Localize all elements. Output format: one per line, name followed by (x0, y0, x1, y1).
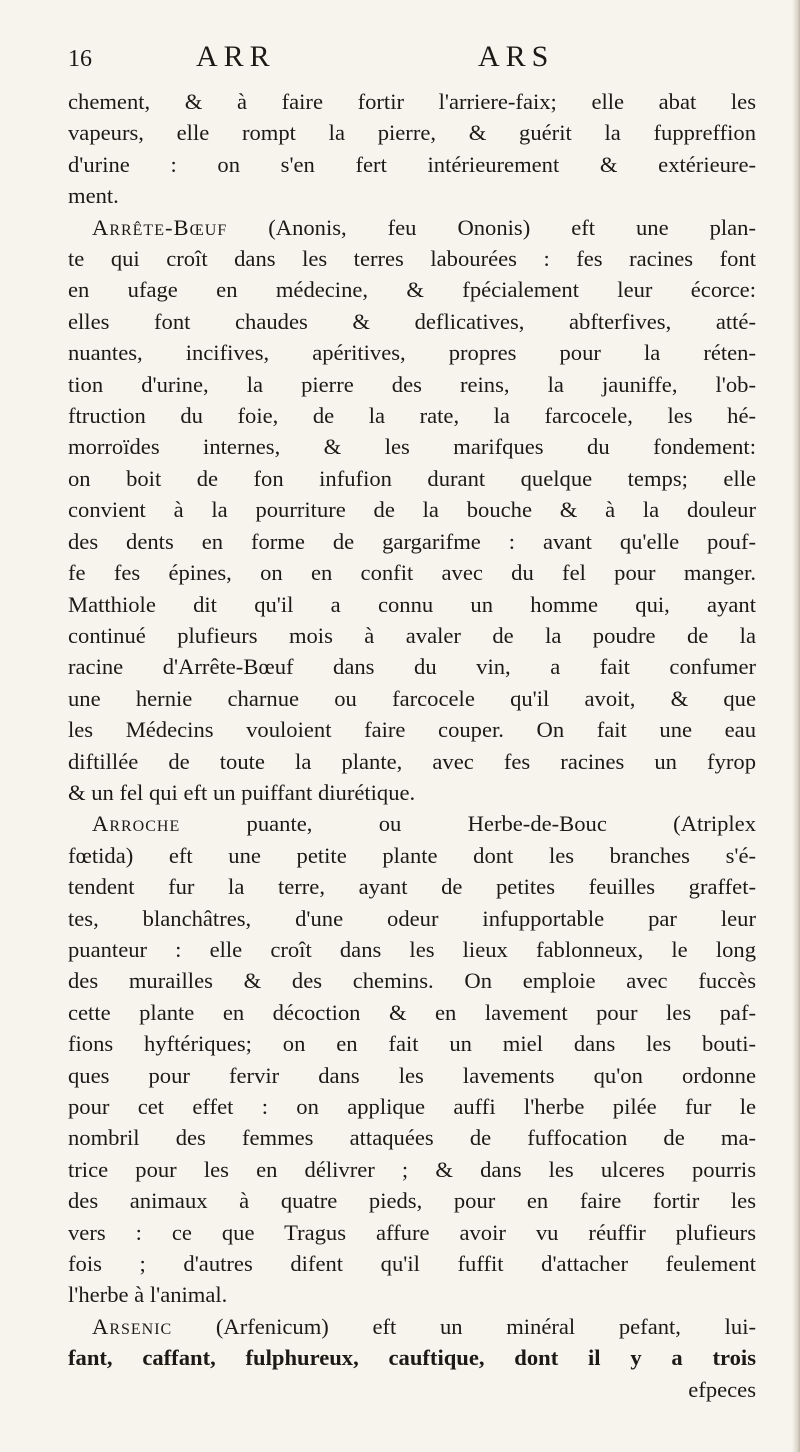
text-line: fois ; d'autres difent qu'il fuffit d'attacher feulement (68, 1251, 756, 1277)
text-line: Arrête-Bœuf (Anonis, feu Ononis) eft une plan- (92, 214, 756, 240)
page-number: 16 (68, 46, 92, 72)
text-line: une hernie charnue ou farcocele qu'il avoit, & que (68, 685, 756, 711)
text-line: elles font chaudes & deflicatives, abfterfives, atté- (68, 308, 756, 334)
text-line: Matthiole dit qu'il a connu un homme qui, ayant (68, 591, 756, 617)
text-line: des animaux à quatre pieds, pour en faire fortir les (68, 1188, 756, 1214)
running-header (68, 40, 748, 86)
entry-headword: Arsenic (92, 1313, 173, 1339)
text-line: Arroche puante, ou Herbe-de-Bouc (Atriplex (92, 811, 756, 837)
text-line: ment. (68, 183, 119, 209)
text-line: te qui croît dans les terres labourées : fes racines font (68, 246, 756, 272)
text-line: efpeces (688, 1376, 756, 1402)
text-line: on boit de fon infufion durant quelque temps; elle (68, 465, 756, 491)
header-right-word: ARS (478, 40, 555, 73)
text-line: fions hyftériques; on en fait un miel dans les bouti- (68, 1031, 756, 1057)
entry-headword: Arrête-Bœuf (92, 214, 228, 240)
text-line: les Médecins vouloient faire couper. On fait une eau (68, 717, 756, 743)
text-line: chement, & à faire fortir l'arriere-faix; elle abat les (68, 89, 756, 114)
text-line: vapeurs, elle rompt la pierre, & guérit la fuppreffion (68, 120, 756, 146)
text-line: pour cet effet : on applique auffi l'herbe pilée fur le (68, 1094, 756, 1119)
text-line: convient à la pourriture de la bouche & à la douleur (68, 497, 756, 523)
text-line: l'herbe à l'animal. (68, 1282, 228, 1308)
text-line: nuantes, incifives, apéritives, propres pour la réten- (68, 340, 756, 366)
text-line: cette plante en décoction & en lavement pour les paf- (68, 999, 756, 1025)
text-line: & un fel qui eft un puiffant diurétique. (68, 779, 416, 805)
text-line: morroïdes internes, & les marifques du fondement: (68, 434, 756, 460)
text-line: des dents en forme de gargarifme : avant qu'elle pouf- (68, 528, 756, 554)
text-line: tes, blanchâtres, d'une odeur infupportable par leur (68, 905, 756, 931)
text-line: des murailles & des chemins. On emploie avec fuccès (68, 968, 756, 994)
text-line: d'urine : on s'en fert intérieurement & extérieure- (68, 151, 756, 177)
text-line: fœtida) eft une petite plante dont les branches s'é- (68, 842, 756, 868)
text-line: racine d'Arrête-Bœuf dans du vin, a fait confumer (68, 654, 756, 680)
text-line: en ufage en médecine, & fpécialement leur écorce: (68, 277, 756, 303)
text-line: puanteur : elle croît dans les lieux fablonneux, le long (68, 936, 756, 962)
page-spine-edge (792, 0, 800, 1452)
text-line: fant, caffant, fulphureux, cauftique, dont il y a trois (68, 1345, 756, 1371)
entry-headword: Arroche (92, 811, 181, 837)
text-line: tendent fur la terre, ayant de petites feuilles graffet- (68, 874, 756, 900)
body-text (68, 86, 756, 1405)
text-line: continué plufieurs mois à avaler de la poudre de la (68, 622, 756, 648)
text-line: ftruction du foie, de la rate, la farcocele, les hé- (68, 403, 756, 429)
text-line: nombril des femmes attaquées de fuffocation de ma- (68, 1125, 756, 1151)
header-left-word: ARR (196, 40, 276, 73)
text-line: trice pour les en délivrer ; & dans les ulceres pourris (68, 1156, 756, 1182)
text-line: fe fes épines, on en confit avec du fel pour manger. (68, 560, 756, 586)
text-line: ques pour fervir dans les lavements qu'on ordonne (68, 1062, 756, 1088)
text-line: tion d'urine, la pierre des reins, la jauniffe, l'ob- (68, 371, 756, 397)
text-line: vers : ce que Tragus affure avoir vu réuffir plufieurs (68, 1219, 756, 1245)
text-line: Arsenic (Arfenicum) eft un minéral pefant, lui- (92, 1313, 756, 1339)
text-line: diftillée de toute la plante, avec fes racines un fyrop (68, 748, 756, 774)
